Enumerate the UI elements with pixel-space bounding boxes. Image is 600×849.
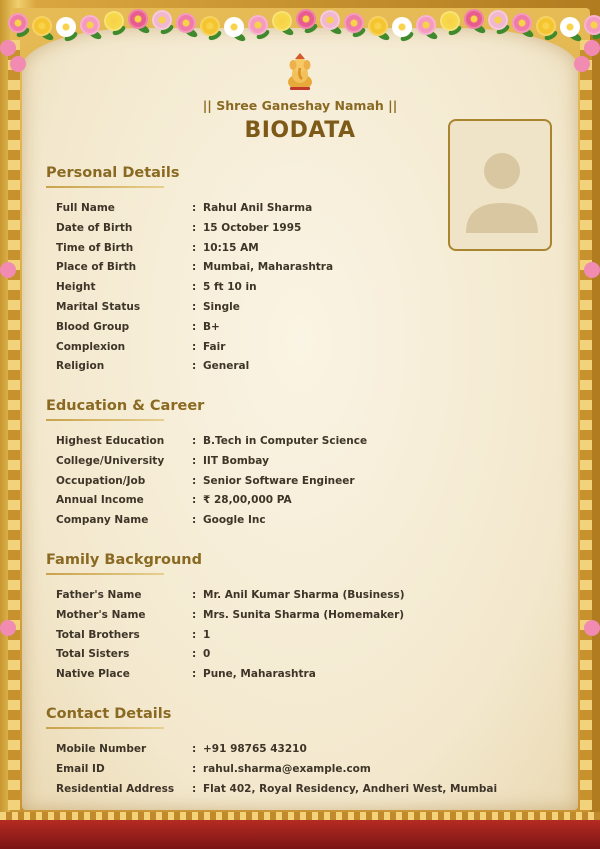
flower xyxy=(200,16,220,36)
detail-row xyxy=(56,455,556,473)
field-label: College/University xyxy=(56,454,165,467)
ganesha-icon xyxy=(285,52,315,92)
field-value: Single xyxy=(203,301,240,313)
field-label: Total Sisters xyxy=(56,648,130,661)
detail-row xyxy=(56,783,556,801)
field-separator: : xyxy=(192,648,197,661)
flower xyxy=(104,11,124,31)
detail-row xyxy=(56,435,556,453)
flower xyxy=(368,16,388,36)
detail-row xyxy=(56,360,556,378)
flower-garland xyxy=(0,0,600,60)
flower xyxy=(10,56,26,72)
flower xyxy=(272,11,292,31)
detail-row xyxy=(56,494,556,512)
flower xyxy=(344,13,364,33)
detail-row xyxy=(56,629,556,647)
detail-row xyxy=(56,281,556,299)
field-separator: : xyxy=(192,454,197,467)
field-separator: : xyxy=(192,474,197,487)
field-label: Place of Birth xyxy=(56,261,137,274)
flower xyxy=(584,40,600,56)
field-value: Pune, Maharashtra xyxy=(203,668,316,681)
field-separator: : xyxy=(192,281,197,294)
field-value: Flat 402, Royal Residency, Andheri West, Mumbai xyxy=(203,782,498,795)
field-label: Blood Group xyxy=(56,320,130,333)
detail-row xyxy=(56,341,556,359)
field-label: Email ID xyxy=(56,762,105,775)
section-underline xyxy=(46,573,164,575)
flower xyxy=(512,13,532,33)
flower xyxy=(176,13,196,33)
flower xyxy=(248,15,268,35)
field-label: Annual Income xyxy=(56,494,144,507)
section-title: Education & Career xyxy=(46,398,205,414)
flower xyxy=(464,9,484,29)
field-value: Mrs. Sunita Sharma (Homemaker) xyxy=(203,608,405,621)
flower xyxy=(488,10,508,30)
field-value: B.Tech in Computer Science xyxy=(203,435,368,447)
flower xyxy=(56,17,76,37)
field-value: 0 xyxy=(203,648,211,661)
field-value: 1 xyxy=(203,628,211,641)
flower xyxy=(8,13,28,33)
section-underline xyxy=(46,419,164,421)
field-value: Mr. Anil Kumar Sharma (Business) xyxy=(203,589,405,601)
detail-row xyxy=(56,202,556,220)
field-label: Height xyxy=(56,281,96,294)
field-value: IIT Bombay xyxy=(203,454,269,467)
detail-row xyxy=(56,763,556,781)
field-label: Full Name xyxy=(56,202,115,214)
field-label: Mobile Number xyxy=(56,743,147,755)
flower xyxy=(574,56,590,72)
field-value: Senior Software Engineer xyxy=(203,474,355,487)
flower xyxy=(584,620,600,636)
field-label: Religion xyxy=(56,360,105,373)
flower xyxy=(296,9,316,29)
flower xyxy=(560,17,580,37)
flower xyxy=(440,11,460,31)
field-separator: : xyxy=(192,514,197,527)
field-label: Highest Education xyxy=(56,435,165,447)
field-label: Mother's Name xyxy=(56,608,146,621)
field-value: Fair xyxy=(203,340,226,353)
field-separator: : xyxy=(192,743,197,755)
detail-row xyxy=(56,589,556,607)
detail-row xyxy=(56,648,556,666)
detail-row xyxy=(56,475,556,493)
field-value: +91 98765 43210 xyxy=(203,743,307,755)
field-value: 15 October 1995 xyxy=(203,221,302,234)
section-underline xyxy=(46,186,164,188)
field-separator: : xyxy=(192,762,197,775)
field-value: ₹ 28,00,000 PA xyxy=(203,494,292,507)
field-separator: : xyxy=(192,435,197,447)
field-separator: : xyxy=(192,301,197,313)
flower xyxy=(416,15,436,35)
field-value: rahul.sharma@example.com xyxy=(203,762,371,775)
field-value: Google Inc xyxy=(203,514,266,527)
field-separator: : xyxy=(192,589,197,601)
flower xyxy=(0,620,16,636)
field-label: Occupation/Job xyxy=(56,474,146,487)
flower xyxy=(32,16,52,36)
field-separator: : xyxy=(192,494,197,507)
field-separator: : xyxy=(192,782,197,795)
field-value: B+ xyxy=(203,320,220,333)
left-pillar xyxy=(8,40,20,810)
detail-row xyxy=(56,222,556,240)
field-separator: : xyxy=(192,202,197,214)
flower xyxy=(392,17,412,37)
detail-row xyxy=(56,514,556,532)
page-title: BIODATA xyxy=(244,118,356,143)
field-label: Native Place xyxy=(56,668,130,681)
field-label: Father's Name xyxy=(56,589,142,601)
field-value: Rahul Anil Sharma xyxy=(203,202,313,214)
field-label: Residential Address xyxy=(56,782,175,795)
right-pillar xyxy=(580,40,592,810)
detail-row xyxy=(56,321,556,339)
field-separator: : xyxy=(192,668,197,681)
field-value: Mumbai, Maharashtra xyxy=(203,261,334,274)
section-title: Personal Details xyxy=(46,165,180,181)
section-title: Contact Details xyxy=(46,706,172,722)
field-separator: : xyxy=(192,360,197,373)
section-underline xyxy=(46,727,164,729)
detail-row xyxy=(56,261,556,279)
flower xyxy=(0,262,16,278)
flower xyxy=(80,15,100,35)
flower xyxy=(224,17,244,37)
field-separator: : xyxy=(192,340,197,353)
mantra-heading: || Shree Ganeshay Namah || xyxy=(202,98,398,113)
field-label: Time of Birth xyxy=(56,241,134,254)
detail-row xyxy=(56,668,556,686)
field-label: Total Brothers xyxy=(56,628,140,641)
field-value: General xyxy=(203,360,250,373)
section-title: Family Background xyxy=(46,552,202,568)
field-value: 10:15 AM xyxy=(203,241,259,254)
field-label: Marital Status xyxy=(56,301,141,313)
flower xyxy=(536,16,556,36)
field-separator: : xyxy=(192,628,197,641)
detail-row xyxy=(56,743,556,761)
field-label: Date of Birth xyxy=(56,221,133,234)
flower xyxy=(152,10,172,30)
field-value: 5 ft 10 in xyxy=(203,281,257,294)
flower xyxy=(584,15,600,35)
field-separator: : xyxy=(192,241,197,254)
detail-row xyxy=(56,242,556,260)
flower xyxy=(0,40,16,56)
detail-row xyxy=(56,301,556,319)
field-label: Company Name xyxy=(56,514,149,527)
detail-row xyxy=(56,609,556,627)
flower xyxy=(320,10,340,30)
field-separator: : xyxy=(192,261,197,274)
bottom-red-band xyxy=(0,820,600,849)
flower xyxy=(584,262,600,278)
field-separator: : xyxy=(192,221,197,234)
field-label: Complexion xyxy=(56,340,126,353)
flower xyxy=(128,9,148,29)
field-separator: : xyxy=(192,608,197,621)
field-separator: : xyxy=(192,320,197,333)
